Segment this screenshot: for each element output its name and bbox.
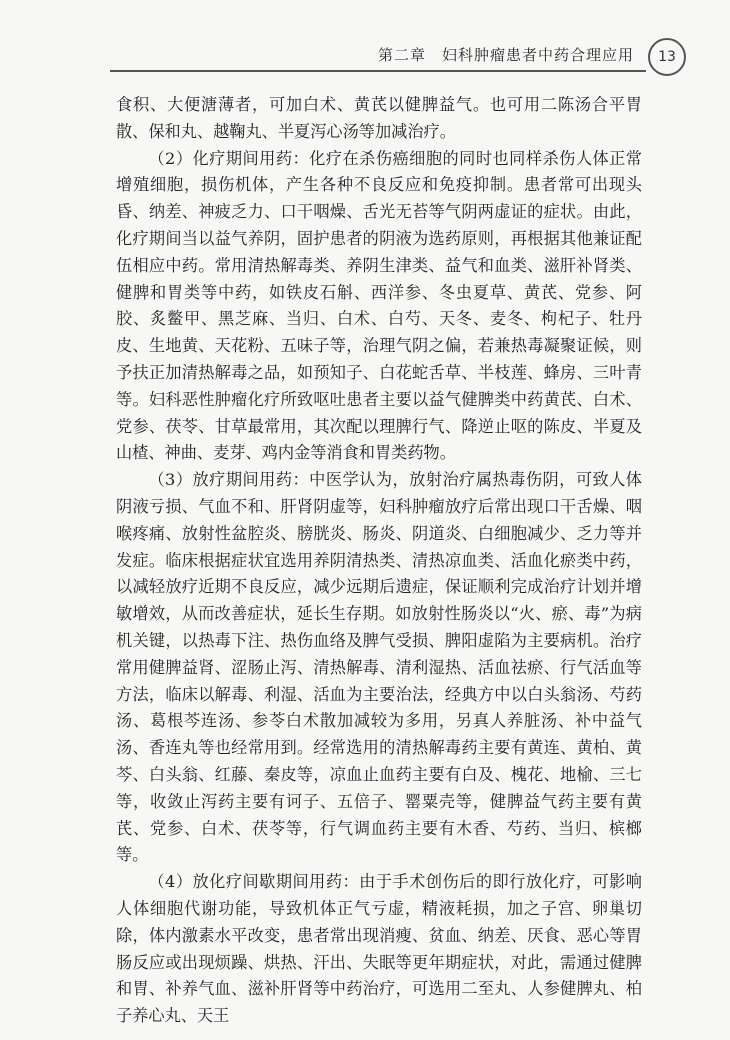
running-header: [0, 36, 730, 76]
body-text: [116, 92, 642, 1030]
paragraph-chemotherapy: （2）化疗期间用药：化疗在杀伤癌细胞的同时也同样杀伤人体正常增殖细胞，损伤机体，产生各种不良反应和免疫抑制。患者常可出现头昏、纳差、神疲乏力、口干咽燥、舌光无苔等气阴两虚证的症状。由此，化疗期间当以益气养阴，固护患者的阴液为选药原则，再根据其他兼证配伍相应中药。常用清热解毒类、养阴生津类、益气和血类、滋肝补肾类、健脾和胃类等中药，如铁皮石斛、西洋参、冬虫夏草、黄芪、党参、阿胶、炙鳖甲、黑芝麻、当归、白术、白芍、天冬、麦冬、枸杞子、牡丹皮、生地黄、天花粉、五味子等，治理气阴之偏，若兼热毒凝聚证候，则予扶正加清热解毒之品，如预知子、白花蛇舌草、半枝莲、蜂房、三叶青等。妇科恶性肿瘤化疗所致呕吐患者主要以益气健脾类中药黄芪、白术、党参、茯苓、甘草最常用，其次配以理脾行气、降逆止呕的陈皮、半夏及山楂、神曲、麦芽、鸡内金等消食和胃类药物。: [116, 148, 642, 463]
paragraph-continuation: 食积、大便溏薄者，可加白术、黄芪以健脾益气。也可用二陈汤合平胃散、保和丸、越鞠丸、半夏泻心汤等加减治疗。: [116, 95, 642, 141]
page-number: 13: [658, 49, 676, 65]
page-number-badge: [648, 38, 686, 76]
header-rule: [110, 70, 646, 72]
paragraph-radiotherapy: （3）放疗期间用药：中医学认为，放射治疗属热毒伤阴，可致人体阴液亏损、气血不和、肝肾阴虚等，妇科肿瘤放疗后常出现口干舌燥、咽喉疼痛、放射性盆腔炎、膀胱炎、肠炎、阴道炎、白细胞减少、乏力等并发症。临床根据症状宜选用养阴清热类、清热凉血类、活血化瘀类中药，以减轻放疗近期不良反应，减少远期后遗症，保证顺利完成治疗计划并增敏增效，从而改善症状，延长生存期。如放射性肠炎以“火、瘀、毒”为病机关键，以热毒下注、热伤血络及脾气受损、脾阳虚陷为主要病机。治疗常用健脾益肾、涩肠止泻、清热解毒、清利湿热、活血祛瘀、行气活血等方法，临床以解毒、利湿、活血为主要治法，经典方中以白头翁汤、芍药汤、葛根芩连汤、参苓白术散加减较为多用，另真人养脏汤、补中益气汤、香连丸等也经常用到。经常选用的清热解毒药主要有黄连、黄柏、黄芩、白头翁、红藤、秦皮等，凉血止血药主要有白及、槐花、地榆、三七等，收敛止泻药主要有诃子、五倍子、罂粟壳等，健脾益气药主要有黄芪、党参、白术、茯苓等，行气调血药主要有木香、芍药、当归、槟榔等。: [116, 470, 642, 865]
paragraph-interval: （4）放化疗间歇期间用药：由于手术创伤后的即行放化疗，可影响人体细胞代谢功能，导致机体正气亏虚，精液耗损，加之子宫、卵巢切除，体内激素水平改变，患者常出现消瘦、贫血、纳差、厌食、恶心等胃肠反应或出现烦躁、烘热、汗出、失眠等更年期症状，对此，需通过健脾和胃、补养气血、滋补肝肾等中药治疗，可选用二至丸、人参健脾丸、柏子养心丸、天王: [116, 872, 642, 1026]
chapter-title: 第二章 妇科肿瘤患者中药合理应用: [377, 46, 634, 64]
